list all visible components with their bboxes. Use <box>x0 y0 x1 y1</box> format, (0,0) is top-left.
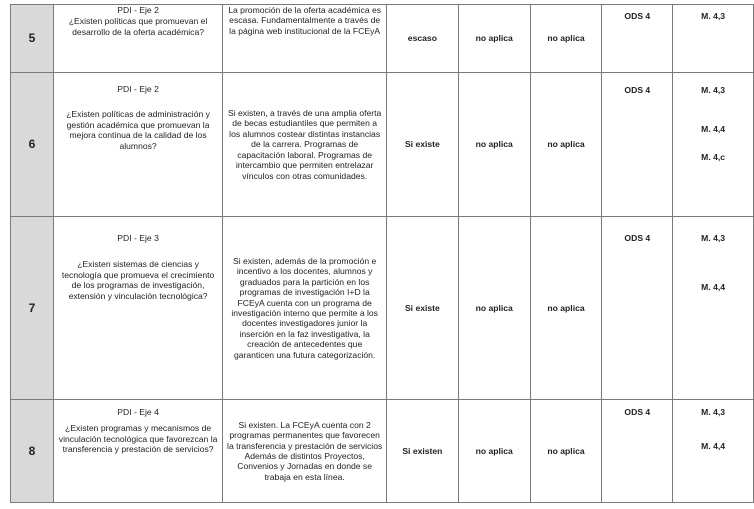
status-cell: Si existen <box>386 400 458 503</box>
question-cell <box>53 400 223 503</box>
question-cell <box>53 217 223 400</box>
goal-label: M. 4,4 <box>701 124 726 135</box>
ods-label: ODS 4 <box>624 11 651 21</box>
applicability-cell: no aplica <box>458 217 530 400</box>
row-number: 8 <box>11 400 54 503</box>
goal-cell <box>673 217 754 400</box>
goal-label: M. 4,4 <box>701 441 726 452</box>
eje-label: PDI - Eje 2 <box>117 5 159 15</box>
ods-cell <box>602 400 673 503</box>
goal-label: M. 4,4 <box>701 282 726 293</box>
eje-label: PDI - Eje 3 <box>117 233 159 243</box>
evaluation-table <box>10 4 754 503</box>
goal-label: M. 4,c <box>701 151 726 162</box>
ods-cell <box>602 73 673 217</box>
applicability-cell: no aplica <box>530 400 602 503</box>
goal-label: M. 4,3 <box>701 85 726 95</box>
eje-label: PDI - Eje 4 <box>117 407 159 417</box>
answer-cell: Si existen. La FCEyA cuenta con 2 programas permanentes que favorecen la transferencia y prestación de servicios Además de distintos Proyectos, Convenios y Jornadas en donde se trabaja en esta línea. <box>223 400 387 503</box>
goal-cell <box>673 400 754 503</box>
table-row <box>11 5 754 73</box>
status-cell: Si existe <box>386 217 458 400</box>
applicability-cell: no aplica <box>458 73 530 217</box>
applicability-cell: no aplica <box>530 217 602 400</box>
question-text: ¿Existen sistemas de ciencias y tecnología que promueva el crecimiento de los programas de investigación, extensión y vinculación tecnológica? <box>61 259 215 301</box>
row-number: 6 <box>11 73 54 217</box>
table-row <box>11 400 754 503</box>
answer-cell: Si existen, a través de una amplia oferta de becas estudiantiles que permiten a los alumnos costear distintas instancias de la carrera. Programas de capacitación laboral. Programas de intercambio que permiten entrelazar vínculos con otras comunidades. <box>223 73 387 217</box>
goal-label: M. 4,3 <box>701 233 726 243</box>
answer-cell: Si existen, además de la promoción e incentivo a los docentes, alumnos y graduados para la partición en los programas de investigación I+D la FCEyA cuenta con un programa de investigación interno que permite a los docentes investigadores junior la inserción en la faz investigativa, la creación de antecedentes que garanticen una futura categorización. <box>223 217 387 400</box>
question-cell <box>53 73 223 217</box>
question-text: ¿Existen programas y mecanismos de vinculación tecnológica que favorezcan la transferencia y prestación de servicios? <box>58 423 218 455</box>
question-cell <box>53 5 223 73</box>
goal-label: M. 4,3 <box>701 407 726 417</box>
table-row <box>11 217 754 400</box>
goal-label: M. 4,3 <box>701 11 726 21</box>
table-row <box>11 73 754 217</box>
ods-label: ODS 4 <box>624 407 651 417</box>
status-cell: escaso <box>386 5 458 73</box>
applicability-cell: no aplica <box>458 5 530 73</box>
applicability-cell: no aplica <box>458 400 530 503</box>
goal-cell <box>673 73 754 217</box>
ods-cell <box>602 5 673 73</box>
question-text: ¿Existen políticas que promuevan el desarrollo de la oferta académica? <box>68 16 208 37</box>
status-cell: Si existe <box>386 73 458 217</box>
ods-cell <box>602 217 673 400</box>
applicability-cell: no aplica <box>530 73 602 217</box>
goal-cell <box>673 5 754 73</box>
applicability-cell: no aplica <box>530 5 602 73</box>
question-text: ¿Existen políticas de administración y gestión académica que promuevan la mejora continua de la calidad de los alumnos? <box>66 109 210 151</box>
eje-label: PDI - Eje 2 <box>117 84 159 94</box>
row-number: 7 <box>11 217 54 400</box>
ods-label: ODS 4 <box>624 233 651 243</box>
row-number: 5 <box>11 5 54 73</box>
answer-cell: La promoción de la oferta académica es escasa. Fundamentalmente a través de la página web institucional de la FCEyA <box>223 5 387 73</box>
ods-label: ODS 4 <box>624 85 651 95</box>
